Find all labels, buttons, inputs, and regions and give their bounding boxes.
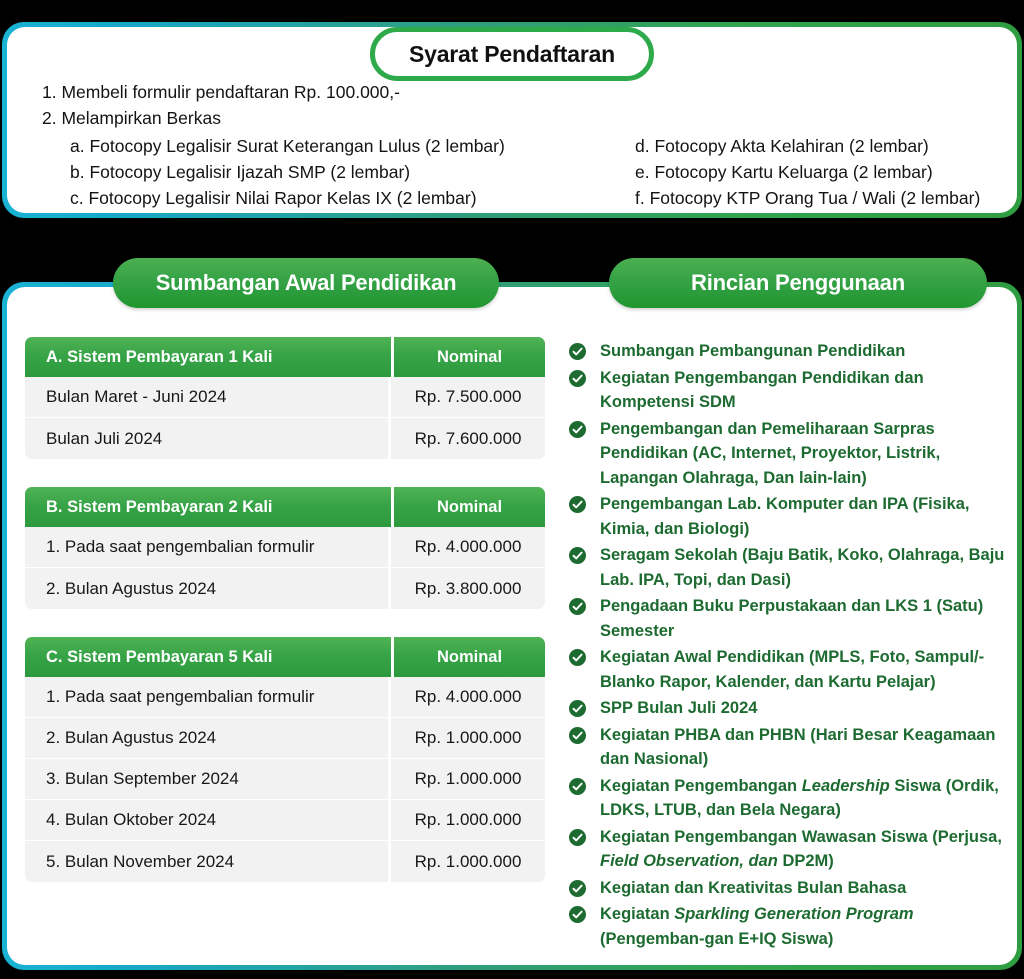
check-circle-icon xyxy=(569,343,586,360)
usage-item-label: Seragam Sekolah (Baju Batik, Koko, Olahraga, Baju Lab. IPA, Topi, dan Dasi) xyxy=(600,546,1005,589)
table-cell-label: 5. Bulan November 2024 xyxy=(25,841,391,882)
payment-table-header-label: B. Sistem Pembayaran 2 Kali xyxy=(25,487,391,527)
list-item xyxy=(569,774,1009,823)
table-row xyxy=(25,718,545,759)
table-cell-nominal: Rp. 3.800.000 xyxy=(414,578,522,598)
list-item xyxy=(569,339,1009,364)
usage-item-label: Kegiatan Pengembangan Wawasan Siswa (Perjusa, Field Observation, dan DP2M) xyxy=(600,827,1002,870)
check-circle-icon xyxy=(569,649,586,666)
usage-list xyxy=(569,339,1009,953)
table-cell-label: Bulan Maret - Juni 2024 xyxy=(25,377,391,417)
list-item xyxy=(569,876,1009,901)
requirement-sub-column-left xyxy=(42,133,607,211)
usage-item-label: Pengadaan Buku Perpustakaan dan LKS 1 (Satu) Semester xyxy=(600,597,984,640)
list-item xyxy=(569,825,1009,874)
usage-section-title-pill xyxy=(609,258,987,308)
list-item xyxy=(569,366,1009,415)
usage-item-label: Kegiatan PHBA dan PHBN (Hari Besar Keagamaan dan Nasional) xyxy=(600,725,996,768)
usage-item-label: Kegiatan Sparkling Generation Program (Pengemban-gan E+IQ Siswa) xyxy=(600,905,914,948)
check-circle-icon xyxy=(569,421,586,438)
payment-table-header-nominal: Nominal xyxy=(394,487,545,527)
details-card-inner xyxy=(7,270,1017,965)
requirements-title: Syarat Pendaftaran xyxy=(408,40,616,67)
check-circle-icon xyxy=(569,778,586,795)
requirements-list xyxy=(42,79,997,211)
list-item xyxy=(569,696,1009,721)
requirement-sub-item: e. Fotocopy Kartu Keluarga (2 lembar) xyxy=(635,162,933,182)
check-circle-icon xyxy=(569,370,586,387)
table-row xyxy=(25,677,545,718)
list-item xyxy=(569,543,1009,592)
requirement-sub-item: f. Fotocopy KTP Orang Tua / Wali (2 lembar) xyxy=(635,188,981,208)
requirements-card xyxy=(2,22,1022,218)
check-circle-icon xyxy=(569,880,586,897)
table-row xyxy=(25,568,545,609)
payment-table-header-row xyxy=(25,637,545,677)
table-cell-label: 1. Pada saat pengembalian formulir xyxy=(25,527,391,567)
list-item xyxy=(569,417,1009,491)
list-item xyxy=(569,594,1009,643)
list-item xyxy=(569,902,1009,951)
table-row xyxy=(25,418,545,459)
requirement-sub-item: b. Fotocopy Legalisir Ijazah SMP (2 lembar) xyxy=(70,162,411,182)
table-cell-label: 3. Bulan September 2024 xyxy=(25,759,391,799)
table-cell-nominal: Rp. 1.000.000 xyxy=(414,728,522,747)
requirements-card-inner xyxy=(7,27,1017,213)
requirement-sub-grid xyxy=(42,133,997,211)
payment-tables xyxy=(25,337,545,910)
check-circle-icon xyxy=(569,906,586,923)
requirements-title-badge xyxy=(370,27,654,81)
list-item xyxy=(569,492,1009,541)
table-cell-label: 1. Pada saat pengembalian formulir xyxy=(25,677,391,717)
requirement-sub-column-right xyxy=(607,133,997,211)
table-row xyxy=(25,841,545,882)
check-circle-icon xyxy=(569,700,586,717)
table-cell-nominal: Rp. 1.000.000 xyxy=(414,851,522,871)
usage-item-label: SPP Bulan Juli 2024 xyxy=(600,699,758,717)
payment-table xyxy=(25,637,545,882)
table-cell-nominal: Rp. 4.000.000 xyxy=(414,537,522,556)
payment-table-header-label: A. Sistem Pembayaran 1 Kali xyxy=(25,337,391,377)
table-row xyxy=(25,527,545,568)
table-cell-nominal: Rp. 7.500.000 xyxy=(414,387,522,406)
payment-section-title: Sumbangan Awal Pendidikan xyxy=(155,270,457,295)
table-cell-label: 2. Bulan Agustus 2024 xyxy=(25,568,391,609)
table-cell-label: 2. Bulan Agustus 2024 xyxy=(25,718,391,758)
table-row xyxy=(25,759,545,800)
usage-item-label: Kegiatan Awal Pendidikan (MPLS, Foto, Sampul/-Blanko Rapor, Kalender, dan Kartu Pelajar) xyxy=(600,648,985,691)
payment-table-header-nominal: Nominal xyxy=(394,337,545,377)
check-circle-icon xyxy=(569,496,586,513)
payment-table-header-label: C. Sistem Pembayaran 5 Kali xyxy=(25,637,391,677)
requirement-item: 1. Membeli formulir pendaftaran Rp. 100.000,- xyxy=(42,82,400,102)
payment-table-header-nominal: Nominal xyxy=(394,637,545,677)
table-cell-nominal: Rp. 4.000.000 xyxy=(414,687,522,706)
table-row xyxy=(25,800,545,841)
payment-table xyxy=(25,337,545,459)
table-cell-nominal: Rp. 1.000.000 xyxy=(414,769,522,788)
check-circle-icon xyxy=(569,727,586,744)
usage-item-label: Sumbangan Pembangunan Pendidikan xyxy=(600,342,906,360)
check-circle-icon xyxy=(569,598,586,615)
table-cell-label: Bulan Juli 2024 xyxy=(25,418,391,459)
table-cell-label: 4. Bulan Oktober 2024 xyxy=(25,800,391,840)
table-cell-nominal: Rp. 7.600.000 xyxy=(414,428,522,448)
table-row xyxy=(25,377,545,418)
requirement-sub-item: a. Fotocopy Legalisir Surat Keterangan Lulus (2 lembar) xyxy=(70,136,505,156)
usage-item-label: Kegiatan Pengembangan Leadership Siswa (Ordik, LDKS, LTUB, dan Bela Negara) xyxy=(600,776,999,819)
list-item xyxy=(569,645,1009,694)
payment-table xyxy=(25,487,545,609)
requirement-item: 2. Melampirkan Berkas xyxy=(42,108,221,128)
check-circle-icon xyxy=(569,829,586,846)
table-cell-nominal: Rp. 1.000.000 xyxy=(414,810,522,829)
usage-item-label: Kegiatan dan Kreativitas Bulan Bahasa xyxy=(600,878,907,897)
requirement-sub-item: d. Fotocopy Akta Kelahiran (2 lembar) xyxy=(635,136,929,156)
usage-item-label: Pengembangan Lab. Komputer dan IPA (Fisika, Kimia, dan Biologi) xyxy=(600,495,970,538)
check-circle-icon xyxy=(569,547,586,564)
usage-item-label: Kegiatan Pengembangan Pendidikan dan Kompetensi SDM xyxy=(600,368,924,411)
payment-table-header-row xyxy=(25,487,545,527)
payment-table-header-row xyxy=(25,337,545,377)
requirement-sub-item: c. Fotocopy Legalisir Nilai Rapor Kelas IX (2 lembar) xyxy=(70,188,477,208)
usage-item-label: Pengembangan dan Pemeliharaan Sarpras Pendidikan (AC, Internet, Proyektor, Listrik, Lapangan Olahraga, Dan lain-lain) xyxy=(600,419,941,487)
details-card xyxy=(2,270,1022,970)
list-item xyxy=(569,723,1009,772)
payment-section-title-pill xyxy=(113,258,499,308)
usage-section-title: Rincian Penggunaan xyxy=(691,270,905,295)
